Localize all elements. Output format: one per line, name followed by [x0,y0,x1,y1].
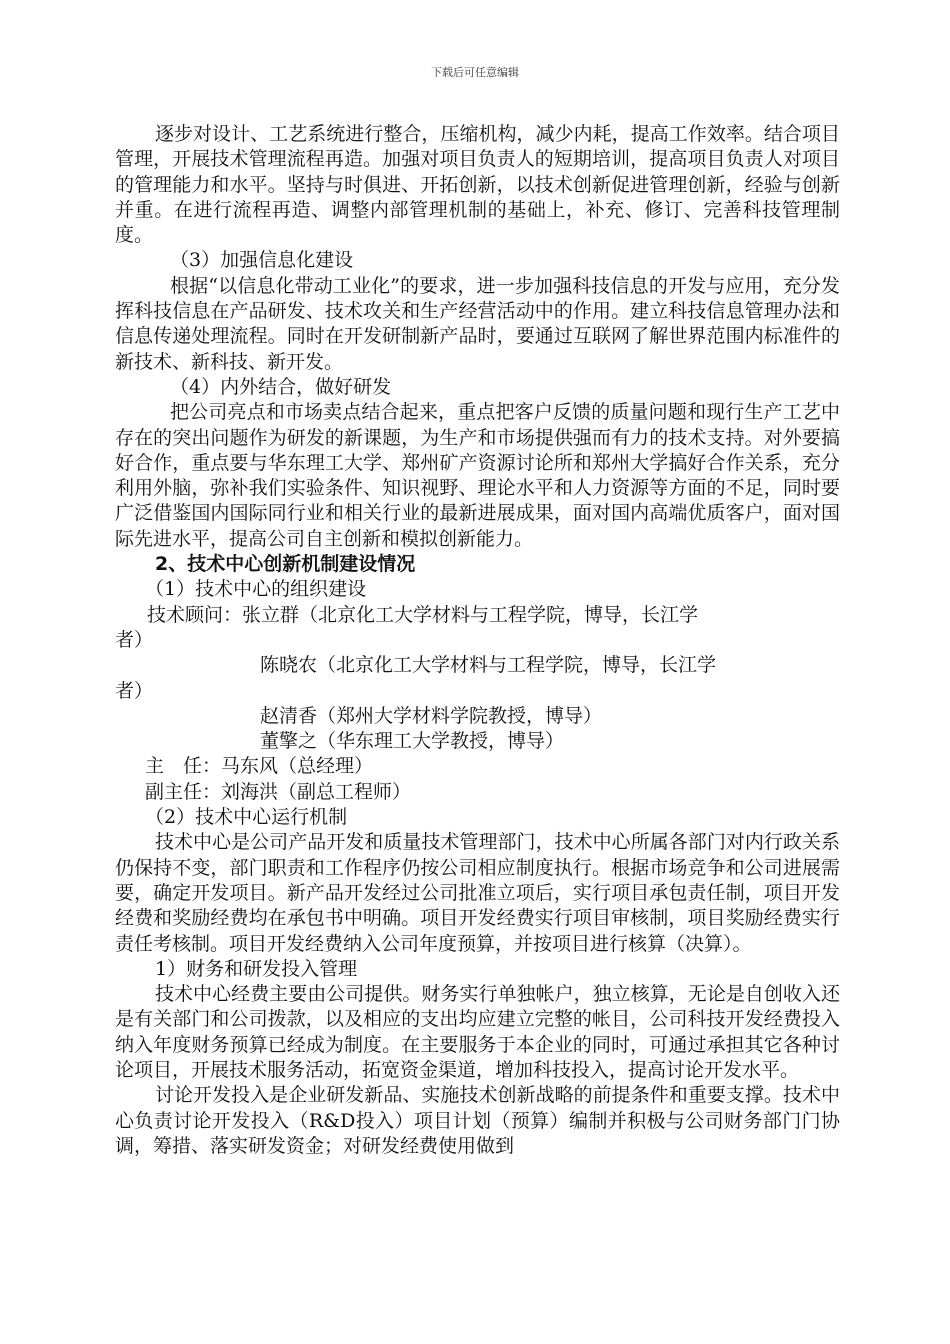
paragraph-informatization: 根据“以信息化带动工业化”的要求，进一步加强科技信息的开发与应用，充分发挥科技信息在产品研发、技术攻关和生产经营活动中的作用。建立科技信息管理办法和信息传递处理流程。同时在开发研制新产品时，要通过互联网了解世界范围内标准件的新技术、新科技、新开发。 [115,274,840,373]
subheading-organization: （1）技术中心的组织建设 [145,578,367,601]
vice-director-line: 副主任：刘海洪（副总工程师） [145,780,412,803]
section-heading-innovation-mechanism: 2、技术中心创新机制建设情况 [155,553,416,576]
advisor-line-1-cont: 者） [115,628,154,651]
paragraph-finance: 技术中心经费主要由公司提供。财务实行单独帐户，独立核算，无论是自创收入还是有关部门和公司拨款，以及相应的支出均应建立完整的帐目，公司科技开发经费投入纳入年度财务预算已经成为制度。在主要服务于本企业的同时，可通过承担其它各种讨论项目，开展技术服务活动，拓宽资金渠道，增加科技投入，提高讨论开发水平。 [115,983,840,1081]
subheading-internal-external: （4）内外结合，做好研发 [170,375,392,398]
advisor-line-2-cont: 者） [115,679,154,702]
advisor-line-2: 陈晓农（北京化工大学材料与工程学院，博导，长江学 [260,654,717,677]
paragraph-operation: 技术中心是公司产品开发和质量技术管理部门，技术中心所属各部门对内行政关系仍保持不变，部门职责和工作程序仍按公司相应制度执行。根据市场竞争和公司进展需要，确定开发项目。新产品开发经过公司批准立项后，实行项目承包责任制，项目开发经费和奖励经费均在承包书中明确。项目开发经费实行项目审核制，项目奖励经费实行责任考核制。项目开发经费纳入公司年度预算，并按项目进行核算（决算）。 [115,831,840,955]
subheading-finance: 1）财务和研发投入管理 [155,957,358,980]
subheading-informatization: （3）加强信息化建设 [170,249,354,272]
document-body [115,122,840,1159]
director-line: 主 任：马东风（总经理） [145,755,374,778]
advisor-line-3: 赵清香（郑州大学材料学院教授，博导） [260,704,603,727]
paragraph-process-reengineering: 逐步对设计、工艺系统进行整合，压缩机构，减少内耗，提高工作效率。结合项目管理，开展技术管理流程再造。加强对项目负责人的短期培训，提高项目负责人对项目的管理能力和水平。坚持与时俱进、开拓创新，以技术创新促进管理创新，经验与创新并重。在进行流程再造、调整内部管理机制的基础上，补充、修订、完善科技管理制度。 [115,123,840,247]
paragraph-rd-investment: 讨论开发投入是企业研发新品、实施技术创新战略的前提条件和重要支撑。技术中心负责讨论开发投入（R&D投入）项目计划（预算）编制并积极与公司财务部门门协调，筹措、落实研发资金；对研发经费使用做到 [115,1084,840,1157]
advisor-line-1: 技术顾问：张立群（北京化工大学材料与工程学院，博导，长江学 [147,603,699,626]
page-header: 下载后可任意编辑 [431,66,519,79]
advisor-line-4: 董擎之（华东理工大学教授，博导） [260,730,565,753]
paragraph-internal-external: 把公司亮点和市场卖点结合起来，重点把客户反馈的质量问题和现行生产工艺中存在的突出问题作为研发的新课题，为生产和市场提供强而有力的技术支持。对外要搞好合作，重点要与华东理工大学、郑州矿产资源讨论所和郑州大学搞好合作关系，充分利用外脑，弥补我们实验条件、知识视野、理论水平和人力资源等方面的不足，同时要广泛借鉴国内国际同行业和相关行业的最新进展成果，面对国内高端优质客户，面对国际先进水平，提高公司自主创新和模拟创新能力。 [115,401,840,550]
subheading-operation: （2）技术中心运行机制 [145,806,348,829]
